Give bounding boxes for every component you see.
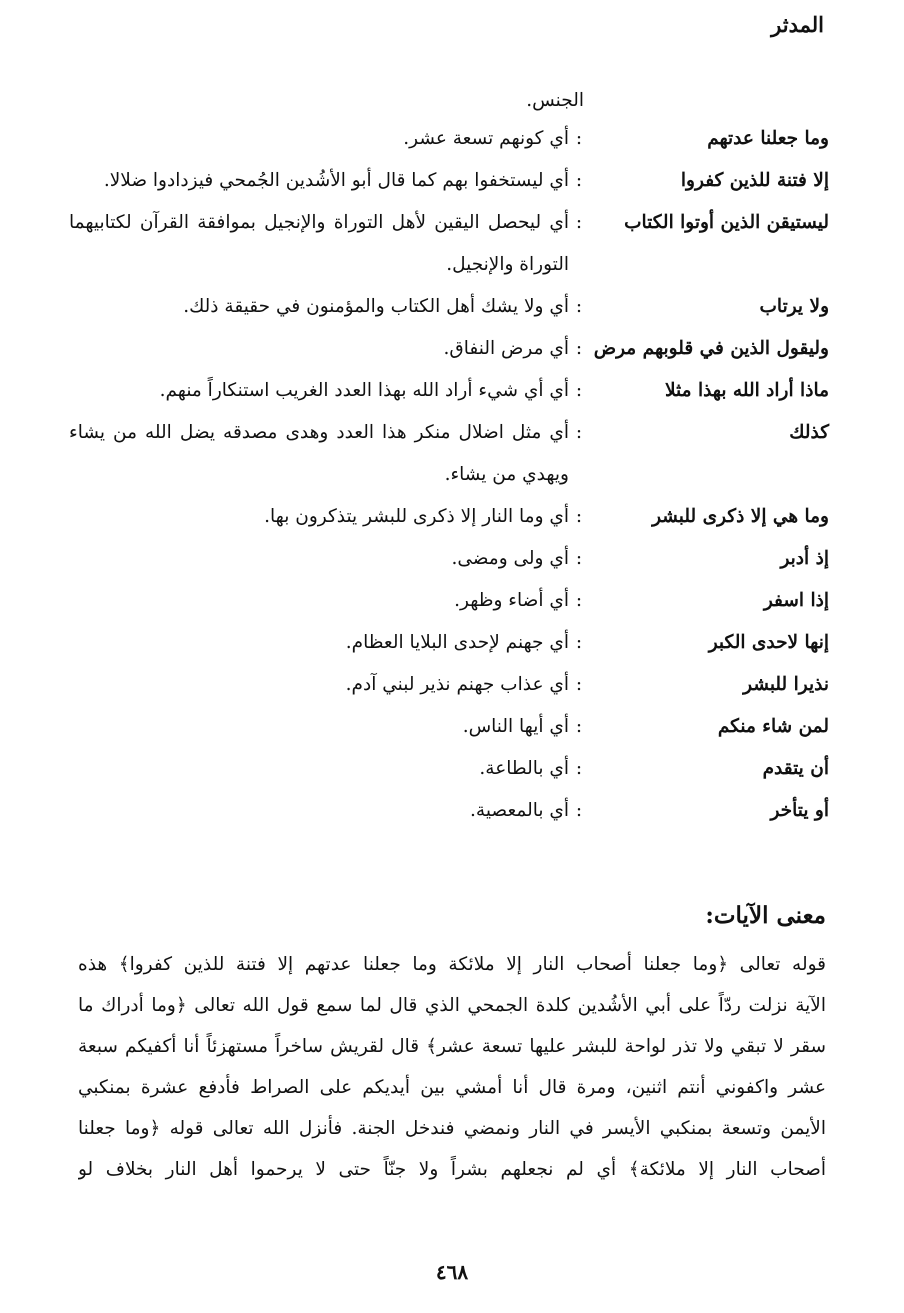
glossary-term: إنها لاحدى الكبر — [708, 632, 829, 653]
section-heading: معنى الآيات: — [705, 902, 826, 929]
glossary-row — [69, 706, 829, 748]
glossary-definition: أي كونهم تسعة عشر. — [403, 128, 569, 149]
separator-colon: : — [575, 296, 583, 317]
paragraph-line: الأيمن وتسعة بمنكبي الأيسر في النار ونمضي فندخل الجنة. فأنزل الله تعالى قوله ﴿وما جعلنا — [78, 1118, 826, 1139]
glossary-definition: أي مثل اضلال منكر هذا العدد وهدى مصدقه يضل الله من يشاء ويهدي من يشاء. — [69, 422, 569, 485]
glossary-continuation: الجنس. — [526, 90, 584, 111]
separator-colon: : — [575, 506, 583, 527]
paragraph-line: عشر واكفوني أنتم اثنين، ومرة قال أنا أمشي بين أيديكم على الصراط فأدفع عشرة بمنكبي — [78, 1077, 826, 1098]
glossary-term: أو يتأخر — [770, 800, 829, 821]
glossary-definition: أي أيها الناس. — [462, 716, 569, 737]
glossary-definition: أي بالمعصية. — [470, 800, 569, 821]
glossary-term: نذيرا للبشر — [743, 674, 829, 695]
glossary-term: كذلك — [789, 422, 829, 443]
glossary-term: وليقول الذين في قلوبهم مرض — [593, 338, 829, 359]
separator-colon: : — [575, 716, 583, 737]
glossary-definition: أي أي شيء أراد الله بهذا العدد الغريب استنكاراً منهم. — [159, 380, 569, 401]
glossary-definition: أي ليحصل اليقين لأهل التوراة والإنجيل بموافقة القرآن لكتابيهما التوراة والإنجيل. — [69, 212, 569, 275]
separator-colon: : — [575, 674, 583, 695]
glossary — [69, 84, 829, 832]
separator-colon: : — [575, 212, 583, 233]
glossary-row — [69, 580, 829, 622]
separator-colon: : — [575, 422, 583, 443]
paragraph-line: الآية نزلت ردّاً على أبي الأشُدين كلدة الجمحي الذي قال لما سمع قول الله تعالى ﴿وما أدراك ما — [78, 995, 826, 1016]
glossary-term: ليستيقن الذين أوتوا الكتاب — [624, 212, 829, 233]
glossary-row — [69, 328, 829, 370]
glossary-term: إذا اسفر — [763, 590, 829, 611]
glossary-row — [69, 412, 829, 496]
glossary-definition: أي بالطاعة. — [479, 758, 569, 779]
glossary-row — [69, 160, 829, 202]
separator-colon: : — [575, 590, 583, 611]
glossary-definition: أي ليستخفوا بهم كما قال أبو الأشُدين الجُمحي فيزدادوا ضلالا. — [103, 170, 569, 191]
glossary-term: لمن شاء منكم — [717, 716, 829, 737]
section-paragraph — [78, 944, 826, 1190]
separator-colon: : — [575, 380, 583, 401]
paragraph-line: أصحاب النار إلا ملائكة﴾ أي لم نجعلهم بشراً ولا جنّاً حتى لا يرحموا أهل النار بخلاف لو — [78, 1159, 826, 1180]
running-header: المدثر — [771, 12, 824, 37]
glossary-term: ماذا أراد الله بهذا مثلا — [664, 380, 829, 401]
separator-colon: : — [575, 128, 583, 149]
paragraph-line: سقر لا تبقي ولا تذر لواحة للبشر عليها تسعة عشر﴾ قال لقريش ساخراً مستهزئاً أنا أكفيكم سبعة — [78, 1036, 826, 1057]
glossary-definition: أي عذاب جهنم نذير لبني آدم. — [345, 674, 569, 695]
glossary-term: وما جعلنا عدتهم — [707, 128, 829, 149]
glossary-row — [69, 370, 829, 412]
separator-colon: : — [575, 170, 583, 191]
glossary-row — [69, 538, 829, 580]
glossary-term: إلا فتنة للذين كفروا — [680, 170, 829, 191]
glossary-definition: أي أضاء وظهر. — [454, 590, 569, 611]
page-number: ٤٦٨ — [435, 1260, 469, 1284]
separator-colon: : — [575, 548, 583, 569]
glossary-row — [69, 790, 829, 832]
glossary-definition: أي مرض النفاق. — [443, 338, 569, 359]
paragraph-line: قوله تعالى ﴿وما جعلنا أصحاب النار إلا ملائكة وما جعلنا عدتهم إلا فتنة للذين كفروا﴾ هذه — [78, 954, 826, 975]
glossary-definition: أي ولى ومضى. — [451, 548, 569, 569]
separator-colon: : — [575, 632, 583, 653]
glossary-row — [69, 286, 829, 328]
glossary-term: إذ أدبر — [780, 548, 829, 569]
glossary-definition: أي ولا يشك أهل الكتاب والمؤمنون في حقيقة ذلك. — [183, 296, 569, 317]
glossary-row — [69, 496, 829, 538]
glossary-term: أن يتقدم — [762, 758, 829, 779]
glossary-row — [69, 202, 829, 286]
separator-colon: : — [575, 800, 583, 821]
glossary-term: وما هي إلا ذكرى للبشر — [652, 506, 829, 527]
glossary-definition: أي جهنم لإحدى البلايا العظام. — [345, 632, 569, 653]
glossary-row — [69, 622, 829, 664]
separator-colon: : — [575, 758, 583, 779]
glossary-row — [69, 664, 829, 706]
glossary-definition: أي وما النار إلا ذكرى للبشر يتذكرون بها. — [264, 506, 569, 527]
glossary-term: ولا يرتاب — [759, 296, 829, 317]
separator-colon: : — [575, 338, 583, 359]
glossary-row — [69, 748, 829, 790]
glossary-row — [69, 118, 829, 160]
